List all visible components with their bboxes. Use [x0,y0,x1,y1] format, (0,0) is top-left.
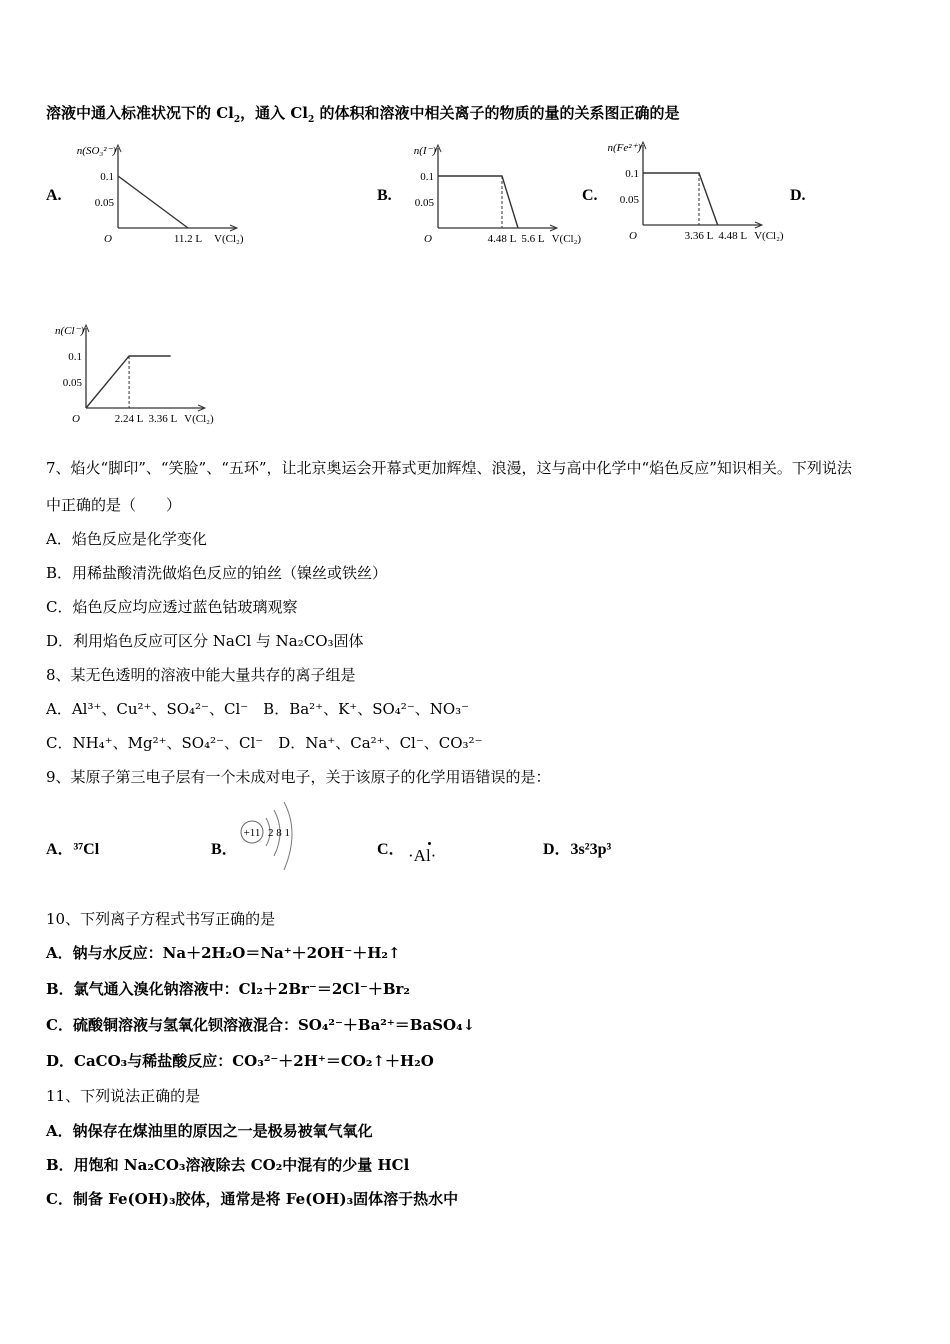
origin-label: O [629,230,637,242]
origin-label: O [424,233,432,245]
y-tick-label: 0.1 [68,351,82,363]
q7-option-b: B．用稀盐酸清洗做焰色反应的铂丝（镍丝或铁丝） [46,564,388,582]
chart-b [400,140,582,255]
y-tick-label: 0.05 [94,197,114,209]
q10-option-b: B．氯气通入溴化钠溶液中：Cl₂＋2Br⁻＝2Cl⁻＋Br₂ [46,980,410,998]
sub: 2 [308,115,315,125]
q11-stem: 11、下列说法正确的是 [46,1087,201,1105]
nucleus-charge: +11 [243,827,261,839]
y-tick-label: 0.1 [625,168,639,180]
q9-stem: 9、某原子第三电子层有一个未成对电子，关于该原子的化学用语错误的是： [46,768,551,786]
origin-label: O [104,233,112,245]
q8-stem: 8、某无色透明的溶液中能大量共存的离子组是 [46,666,356,684]
q11-option-b: B．用饱和 Na₂CO₃溶液除去 CO₂中混有的少量 HCl [46,1156,410,1174]
q6-option-c: C. [582,187,598,204]
q6-option-b: B. [377,187,392,204]
q10-option-d: D．CaCO₃与稀盐酸反应：CO₃²⁻＋2H⁺＝CO₂↑＋H₂O [46,1052,434,1070]
x-tick-label: 3.36 L [148,413,178,425]
atomic-structure-diagram [236,798,306,880]
q7-stem-2: 中正确的是（ ） [46,496,182,514]
q10-option-c: C．硫酸铜溶液与氢氧化钡溶液混合：SO₄²⁻＋Ba²⁺＝BaSO₄↓ [46,1016,476,1034]
x-axis-label: V(Cl₂) [184,413,214,425]
q7-option-a: A．焰色反应是化学变化 [46,530,207,548]
q6-stem [46,102,680,125]
shell-electrons: 2 8 1 [268,827,290,839]
q10-option-a: A．钠与水反应：Na＋2H₂O＝Na⁺＋2OH⁻＋H₂↑ [46,944,401,962]
q7-option-c: C．焰色反应均应透过蓝色钴玻璃观察 [46,598,298,616]
y-tick-label: 0.1 [100,171,114,183]
x-axis-label: V(Cl₂) [551,233,582,245]
x-tick-label: 3.36 L [684,230,714,242]
origin-label: O [72,413,80,425]
q6-option-d: D. [790,187,806,204]
q8-options-cd: C．NH₄⁺、Mg²⁺、SO₄²⁻、Cl⁻ D．Na⁺、Ca²⁺、Cl⁻、CO₃²⁻ [46,734,483,752]
q10-stem: 10、下列离子方程式书写正确的是 [46,910,276,928]
q8-options-ab: A．Al³⁺、Cu²⁺、SO₄²⁻、Cl⁻ B．Ba²⁺、K⁺、SO₄²⁻、NO₃⁻ [46,700,470,718]
y-tick-label: 0.05 [414,197,434,209]
q6-option-a: A. [46,187,62,204]
electron-dot-formula: ·Al· [408,846,437,865]
data-line [86,356,171,408]
y-tick-label: 0.05 [62,377,82,389]
x-tick-label: 2.24 L [114,413,144,425]
q11-option-c: C．制备 Fe(OH)₃胶体，通常是将 Fe(OH)₃固体溶于热水中 [46,1190,459,1208]
sub: 2 [233,115,241,125]
y-axis-label: n(SO₃²⁻) [76,145,116,157]
x-tick-label: 11.2 L [173,233,203,245]
element-symbol: Al [413,846,431,865]
q11-option-a: A．钠保存在煤油里的原因之一是极易被氧气氧化 [46,1122,373,1140]
x-axis-label: V(Cl₂) [214,233,244,245]
x-tick-label: 5.6 L [521,233,545,245]
stem-part: 的体积和溶液中相关离子的物质的量的关系图正确的是 [314,104,680,122]
q9-option-b: B． [211,841,238,858]
q7-option-d: D．利用焰色反应可区分 NaCl 与 Na₂CO₃固体 [46,632,364,650]
stem-part: ，通入 Cl [240,104,308,122]
q9-option-d: D．3s²3p³ [543,841,612,858]
y-axis-label: n(Cl⁻) [54,325,84,337]
data-line [438,176,518,228]
chart-d [48,320,238,435]
data-line [643,173,718,225]
y-tick-label: 0.05 [619,194,639,206]
q9-option-c: C． [377,841,405,858]
x-tick-label: 4.48 L [718,230,748,242]
stem-part: 溶液中通入标准状况下的 Cl [46,104,234,122]
data-line [118,176,188,228]
x-tick-label: 4.48 L [487,233,517,245]
q9-option-a: A．³⁷Cl [46,841,100,858]
y-axis-label: n(I⁻) [413,145,436,157]
y-axis-label: n(Fe²⁺) [607,142,641,154]
y-tick-label: 0.1 [420,171,434,183]
x-axis-label: V(Cl₂) [754,230,784,242]
chart-c [605,137,784,252]
electron-dot [428,842,431,845]
q7-stem: 7、焰火“脚印”、“笑脸”、“五环”，让北京奥运会开幕式更加辉煌、浪漫，这与高中化学中“焰色反应”知识相关。下列说法 [46,459,852,477]
chart-a [76,140,280,255]
